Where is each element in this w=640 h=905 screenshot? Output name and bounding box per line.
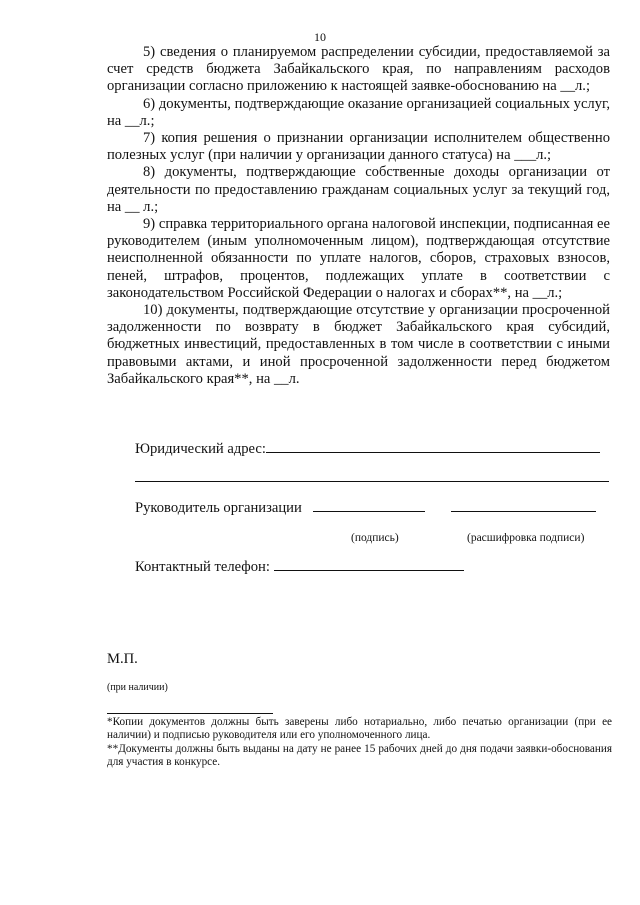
list-item: 6) документы, подтверждающие оказание организацией социальных услуг, на __л.; [107, 95, 610, 129]
list-item: 5) сведения о планируемом распределении субсидии, предоставляемой за счет средств бюджета Забайкальского края, по направлениям расходов организации согласно приложению к настоящей заявке-обоснованию на __л.; [107, 44, 610, 95]
legal-address-label: Юридический адрес: [135, 441, 266, 457]
signature-line-wrap [313, 500, 425, 517]
seal-note: (при наличии) [107, 682, 168, 693]
footnote: **Документы должны быть выданы на дату не ранее 15 рабочих дней до дня подачи заявки-обоснования для участия в конкурсе. [107, 742, 612, 769]
legal-address-row [135, 441, 600, 458]
list-item: 9) справка территориального органа налоговой инспекции, подписанная ее руководителем (иным уполномоченным лицом), подтверждающая отсутствие неисполненной обязанности по уплате налогов, сборов, страховых взносов, пеней, штрафов, процентов, подлежащих уплате в соответствии с законодательством Российской Федерации о налогах и сборах**, на __л.; [107, 216, 610, 301]
signature-caption: (подпись) [351, 532, 399, 544]
footnotes [107, 716, 612, 770]
contact-phone-label: Контактный телефон: [135, 559, 270, 575]
signature-decoding-field[interactable] [451, 510, 596, 512]
legal-address-field-line-2[interactable] [135, 480, 609, 482]
list-item: 7) копия решения о признании организации исполнителем общественно полезных услуг (при наличии у организации данного статуса) на ___л.; [107, 130, 610, 164]
contact-phone-row [135, 559, 464, 576]
legal-address-continuation [135, 470, 609, 487]
signature-decoding-caption: (расшифровка подписи) [467, 532, 585, 544]
decoding-line-wrap [451, 500, 596, 517]
document-list [107, 44, 610, 388]
footnote: *Копии документов должны быть заверены либо нотариально, либо печатью организации (при ее наличии) и подписью руководителя или его уполномоченного лица. [107, 716, 612, 742]
seal-label: М.П. [107, 651, 138, 667]
legal-address-field[interactable] [266, 451, 600, 453]
contact-phone-field[interactable] [274, 569, 464, 571]
head-of-organization-label: Руководитель организации [135, 500, 302, 516]
list-item: 8) документы, подтверждающие собственные доходы организации от деятельности по предоставлению гражданам социальных услуг за текущий год, на __ л.; [107, 164, 610, 215]
footnote-divider [107, 713, 273, 714]
list-item: 10) документы, подтверждающие отсутствие у организации просроченной задолженности по возврату в бюджет Забайкальского края субсидий, бюджетных инвестиций, предоставленных в том числе в соответствии с иными правовыми актами, и иной просроченной задолженности перед бюджетом Забайкальского края**, на __л. [107, 302, 610, 387]
head-of-organization-row [135, 500, 302, 517]
page-number: 10 [314, 30, 326, 44]
signature-field[interactable] [313, 510, 425, 512]
